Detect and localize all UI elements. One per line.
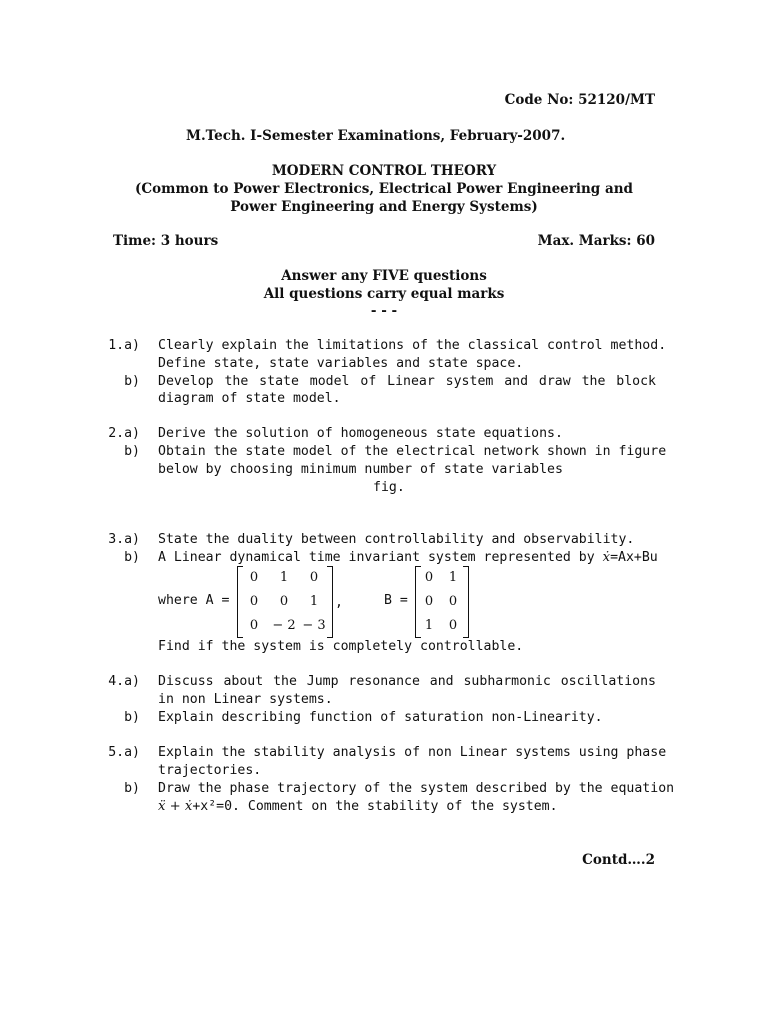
matrix-a-cell: 0 xyxy=(249,594,259,609)
q3b-text: A Linear dynamical time invariant system represented by xyxy=(158,550,595,565)
matrix-b-cell: 1 xyxy=(424,618,434,633)
exam-title: M.Tech. I-Semester Examinations, February-2007. xyxy=(186,128,566,144)
instruction-equal-marks: All questions carry equal marks xyxy=(263,286,505,302)
q1a-text-line-2: Define state, state variables and state space. xyxy=(158,356,524,371)
state-equation: =Ax+Bu xyxy=(610,550,658,565)
matrix-a-cell: 0 xyxy=(249,618,259,633)
matrix-comma: , xyxy=(335,595,343,610)
q4b-text-line-1: Explain describing function of saturation non-Linearity. xyxy=(158,710,603,725)
q1b-text-line-2: diagram of state model. xyxy=(158,391,341,406)
q5a-text-line-1: Explain the stability analysis of non Linear systems using phase xyxy=(158,745,667,760)
x-dot-symbol: ẋ xyxy=(602,550,611,565)
matrix-a-right-bracket xyxy=(327,566,333,638)
matrix-b-cell: 1 xyxy=(448,570,458,585)
matrix-b xyxy=(415,566,469,638)
max-marks: Max. Marks: 60 xyxy=(537,233,655,249)
matrix-a xyxy=(237,566,333,638)
common-to-line-1: (Common to Power Electronics, Electrical Power Engineering and xyxy=(135,181,633,197)
q4a-label: 4.a) xyxy=(108,674,140,689)
q5b-text-line-2 xyxy=(158,798,558,816)
figure-placeholder: fig. xyxy=(373,480,405,495)
matrix-b-left-bracket xyxy=(415,566,421,638)
q2a-text-line-1: Derive the solution of homogeneous state equations. xyxy=(158,426,563,441)
subject-title: MODERN CONTROL THEORY xyxy=(271,163,497,179)
q2b-text-line-2: below by choosing minimum number of state variables xyxy=(158,462,563,477)
q1b-label: b) xyxy=(124,374,140,389)
q2b-text-line-1: Obtain the state model of the electrical network shown in figure xyxy=(158,444,667,459)
matrix-b-cell: 0 xyxy=(424,594,434,609)
common-to-line-2: Power Engineering and Energy Systems) xyxy=(230,199,538,215)
q2b-label: b) xyxy=(124,444,140,459)
q5a-label: 5.a) xyxy=(108,745,140,760)
matrix-b-cell: 0 xyxy=(424,570,434,585)
matrix-a-cell: 1 xyxy=(279,570,289,585)
q5b-text-line-1: Draw the phase trajectory of the system described by the equation xyxy=(158,781,675,796)
q5b-label: b) xyxy=(124,781,140,796)
matrix-a-cell: 0 xyxy=(249,570,259,585)
matrix-a-cell: 0 xyxy=(309,570,319,585)
matrix-a-cell: − 3 xyxy=(302,618,326,633)
matrix-a-cell: − 2 xyxy=(272,618,296,633)
q1a-text-line-1: Clearly explain the limitations of the classical control method. xyxy=(158,338,667,353)
x-ddot-symbol: ẍ + ẋ xyxy=(158,799,193,814)
time-allowed: Time: 3 hours xyxy=(113,233,219,249)
code-number: Code No: 52120/MT xyxy=(504,92,655,108)
separator: - - - xyxy=(370,303,398,319)
q3b-label: b) xyxy=(124,550,140,565)
b-equals-label: B = xyxy=(384,593,408,608)
q4b-label: b) xyxy=(124,710,140,725)
instruction-answer-five: Answer any FIVE questions xyxy=(281,268,487,284)
q1a-label: 1.a) xyxy=(108,338,140,353)
q1b-text-line-1: Develop the state model of Linear system and draw the block xyxy=(158,374,656,389)
q3a-text-line-1: State the duality between controllability and observability. xyxy=(158,532,635,547)
matrix-b-cell: 0 xyxy=(448,594,458,609)
q5a-text-line-2: trajectories. xyxy=(158,763,262,778)
matrix-a-cell: 0 xyxy=(279,594,289,609)
matrix-a-cell: 1 xyxy=(309,594,319,609)
q3b-text-line-3: Find if the system is completely controllable. xyxy=(158,639,524,654)
matrix-a-left-bracket xyxy=(237,566,243,638)
q2a-label: 2.a) xyxy=(108,426,140,441)
matrix-b-right-bracket xyxy=(463,566,469,638)
q3b-text-line-1 xyxy=(158,549,658,567)
q5b-equation-text: +x²=0. Comment on the stability of the system. xyxy=(192,799,558,814)
q4a-text-line-2: in non Linear systems. xyxy=(158,692,333,707)
matrix-b-cell: 0 xyxy=(448,618,458,633)
q4a-text-line-1: Discuss about the Jump resonance and subharmonic oscillations xyxy=(158,674,656,689)
continued-marker: Contd….2 xyxy=(582,852,655,868)
q3a-label: 3.a) xyxy=(108,532,140,547)
where-a-label: where A = xyxy=(158,593,230,608)
